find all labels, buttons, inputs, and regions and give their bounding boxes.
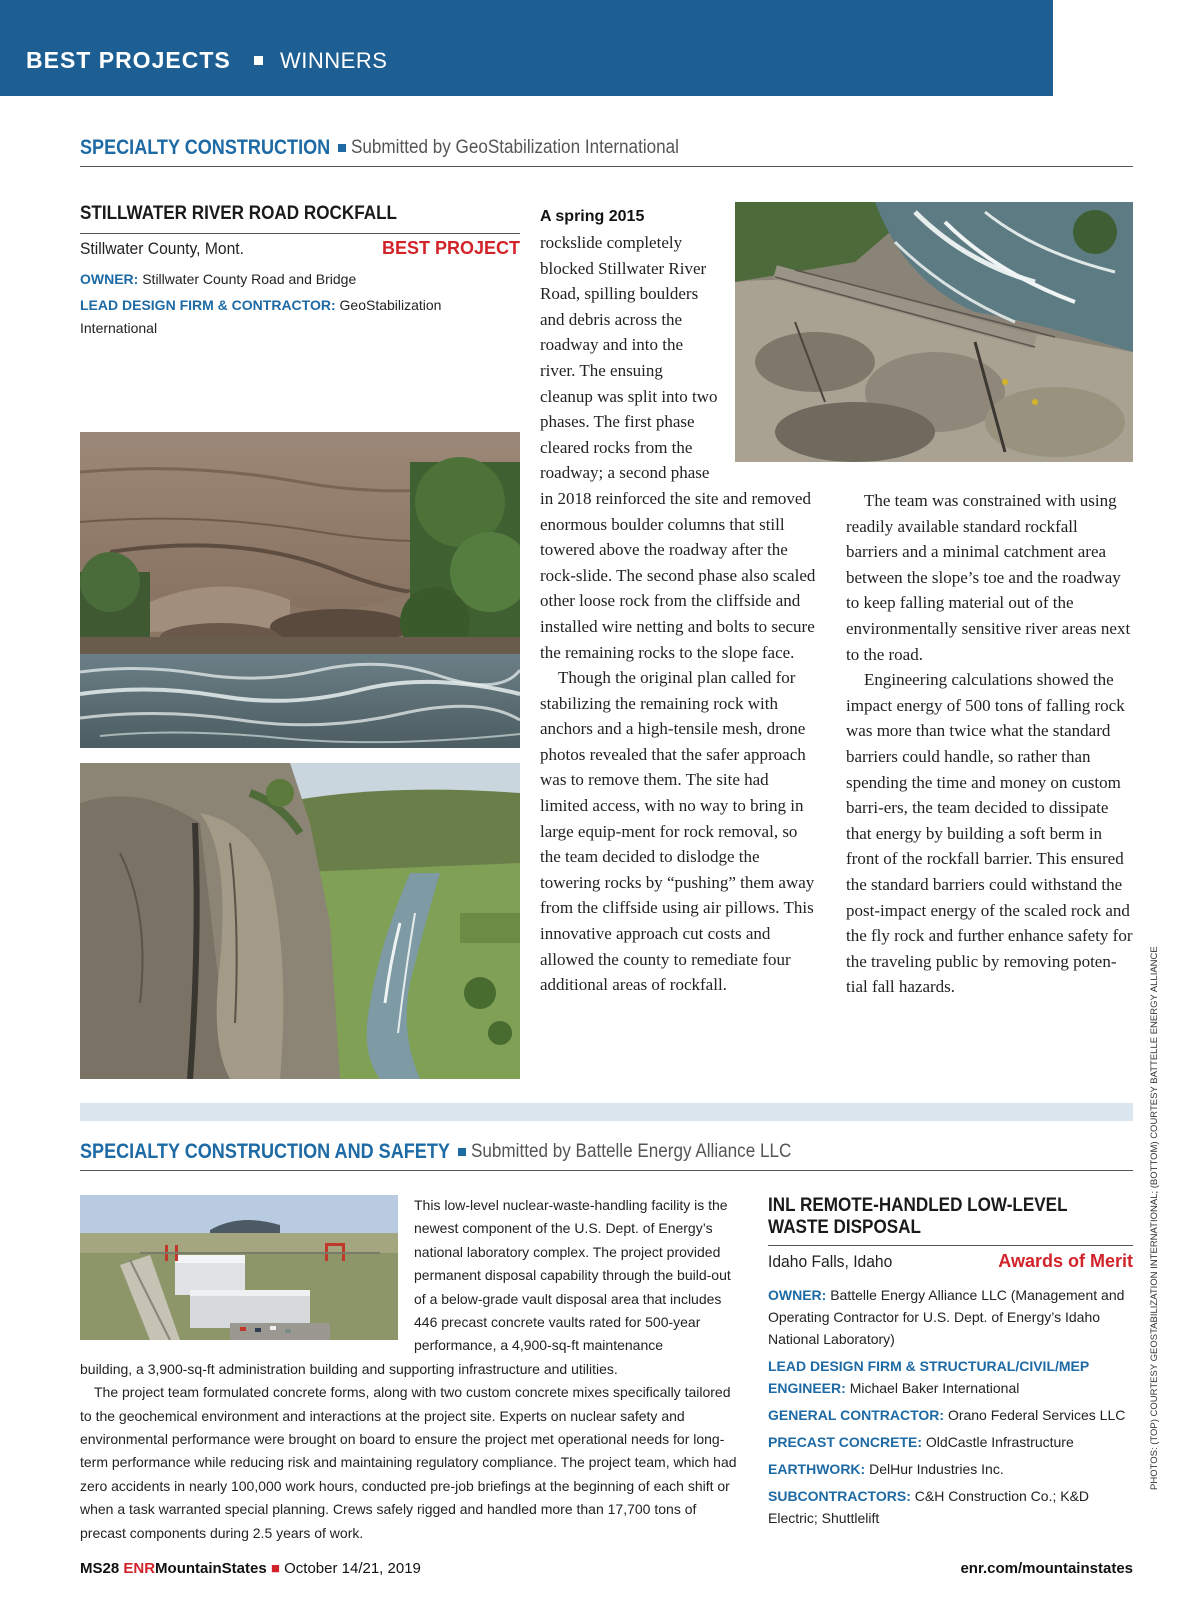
- project1-award: BEST PROJECT: [381, 238, 520, 258]
- footer-brand-rest: MountainStates: [155, 1560, 267, 1577]
- project2-location: Idaho Falls, Idaho: [768, 1252, 893, 1271]
- project2-body: [80, 1194, 740, 1545]
- section-submitted: Submitted by GeoStabilization International: [351, 137, 679, 158]
- footer-date: October 14/21, 2019: [284, 1560, 421, 1577]
- project1-col2-para2: Engineering calculations showed the impact energy of 500 tons of falling rock was more than twice what the standard barriers could handle, so rather than spending the time and money on custom barri-ers, the team decided to dissipate that energy by building a soft berm in front of the rockfall barrier. This ensured the standard barriers could withstand the post-impact energy of the scaled rock and the fly rock and further enhance safety for the traveling public by removing poten-tial fall hazards.: [846, 670, 1133, 997]
- project1-body-col1-narrow: [540, 203, 723, 229]
- role-precast-concrete: PRECAST CONCRETE: OldCastle Infrastructure: [768, 1434, 1074, 1450]
- footer-page: MS28: [80, 1560, 120, 1577]
- project2-award: Awards of Merit: [998, 1251, 1133, 1271]
- header-section: BEST PROJECTS: [26, 47, 231, 73]
- project2-para2: The project team formulated concrete forms, along with two custom concrete mixes specifically tailored to the geochemical environment and interactions at the project site. Experts on nuclear safety and environmental performance were brought on board to ensure the project met operational needs for long-term performance while reducing risk and maintaining regulatory compliance. The project team, which had zero accidents in nearly 100,000 work hours, conducted pre-job briefings at the beginning of each shift or when a task warranted special planning. Crews safely rigged and handled more than 17,700 tons of precast components during 2.5 years of work.: [80, 1384, 737, 1541]
- role-lead-design: LEAD DESIGN FIRM & CONTRACTOR: GeoStabilization International: [80, 297, 442, 336]
- role-earthwork: EARTHWORK: DelHur Industries Inc.: [768, 1461, 1004, 1477]
- project1-body-col2: [846, 488, 1133, 1000]
- header-divider-square: [254, 56, 263, 65]
- footer-brand-enr: ENR: [123, 1560, 156, 1577]
- project1-roles: [80, 268, 520, 339]
- project1-info: [80, 203, 520, 343]
- photo-rockface-river: [80, 432, 520, 748]
- section-head-specialty-construction: [80, 136, 1133, 167]
- role-general-contractor: GENERAL CONTRACTOR: Orano Federal Services LLC: [768, 1407, 1126, 1423]
- role-lead-design: LEAD DESIGN FIRM & STRUCTURAL/CIVIL/MEP ENGINEER: Michael Baker International: [768, 1358, 1089, 1396]
- header-bar: [0, 0, 1053, 96]
- project1-col1-para1: rockslide completely blocked Stillwater River Road, spilling boulders and debris across the roadway and into the river. The ensuing cleanup was split into two phases. The first phase cleared rocks from the roadway; a second phase in 2018 reinforced the site and removed enormous boulder columns that still towered above the roadway after the rock-slide. The second phase also scaled other loose rock from the cliffside and installed wire netting and bolts to secure the remaining rocks to the slope face.: [540, 233, 816, 662]
- project2-title-line1: INL REMOTE-HANDLED LOW-LEVEL: [768, 1195, 1068, 1216]
- photo-cliff-river-valley: [80, 763, 520, 1079]
- role-owner: OWNER: Stillwater County Road and Bridge: [80, 271, 357, 287]
- project1-title: STILLWATER RIVER ROAD ROCKFALL: [80, 203, 397, 224]
- footer-left: [80, 1560, 421, 1577]
- section-category: SPECIALTY CONSTRUCTION AND SAFETY: [80, 1140, 450, 1163]
- project1-col1-para2: Though the original plan called for stabilizing the remaining rock with anchors and a high-tensile mesh, drone photos revealed that the safer approach was to remove them. The site had limited access, with no way to bring in large equip-ment for rock removal, so the team decided to dislodge the towering rocks by “pushing” them away from the cliffside using air pillows. This innovative approach cut costs and allowed the county to remediate four additional areas of rockfall.: [540, 668, 815, 995]
- section-head-specialty-construction-safety: [80, 1140, 1133, 1171]
- section-separator: [80, 1103, 1133, 1121]
- section-submitted: Submitted by Battelle Energy Alliance LLC: [471, 1141, 792, 1162]
- project1-location: Stillwater County, Mont.: [80, 239, 245, 258]
- role-owner: OWNER: Battelle Energy Alliance LLC (Management and Operating Contractor for U.S. Dept. of Energy’s Idaho National Laboratory): [768, 1287, 1125, 1347]
- header-subsection: WINNERS: [280, 48, 388, 73]
- section-divider-square: [338, 144, 346, 152]
- project2-title-line2: WASTE DISPOSAL: [768, 1217, 921, 1238]
- project1-body-col1: [540, 230, 820, 998]
- project1-lead: A spring 2015: [540, 208, 645, 225]
- photo-credit: PHOTOS: (TOP) COURTESY GEOSTABILIZATION INTERNATIONAL; (BOTTOM) COURTESY BATTELLE ENERGY ALLIANCE: [1149, 946, 1160, 1490]
- project2-roles: [768, 1284, 1133, 1529]
- role-subcontractors: SUBCONTRACTORS: C&H Construction Co.; K&D Electric; Shuttlelift: [768, 1488, 1090, 1526]
- project2-info: [768, 1195, 1133, 1534]
- project1-col2-para1: The team was constrained with using readily available standard rockfall barriers and a minimal catchment area between the slope’s toe and the roadway to keep falling material out of the environmentally sensitive river areas next to the road.: [846, 491, 1131, 664]
- footer-divider-square: ■: [270, 1560, 280, 1577]
- section-divider-square: [458, 1148, 466, 1156]
- project2-para1-rest: building, a 3,900-sq-ft administration building and supporting infrastructure and utilities.: [80, 1360, 618, 1377]
- footer-url: enr.com/mountainstates: [960, 1560, 1133, 1577]
- section-category: SPECIALTY CONSTRUCTION: [80, 136, 331, 159]
- project2-para1-wrap: This low-level nuclear-waste-handling facility is the newest component of the U.S. Dept. of Energy’s national laboratory complex. The project provided permanent disposal capability through the build-out of a below-grade vault disposal area that includes 446 precast concrete vaults rated for 500-year performance, a 4,900-sq-ft maintenance: [414, 1197, 731, 1354]
